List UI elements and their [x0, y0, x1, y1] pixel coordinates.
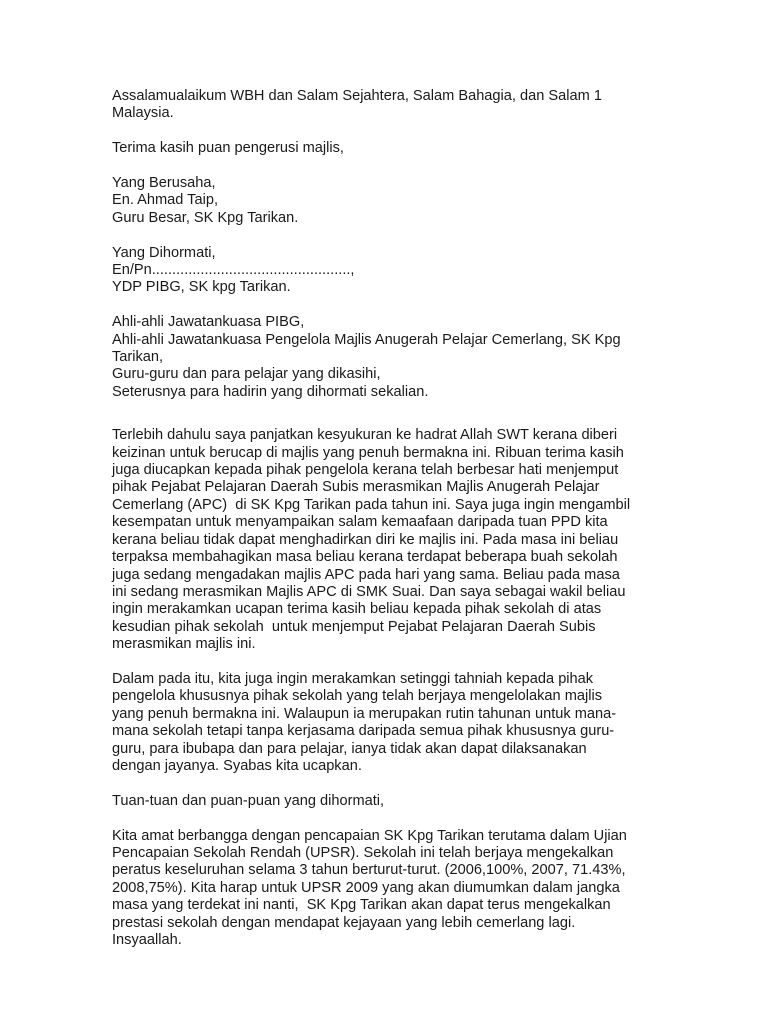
address-line: Tuan-tuan dan puan-puan yang dihormati, — [112, 792, 385, 809]
pibg-chair-block — [112, 245, 672, 297]
paragraph-achievement — [112, 828, 672, 950]
headmaster-line: En. Ahmad Taip, — [112, 192, 219, 209]
paragraph-line: yang penuh bermakna ini. Walaupun ia merupakan rutin tahunan untuk mana- — [112, 705, 617, 722]
paragraph-line: Cemerlang (APC) di SK Kpg Tarikan pada tahun ini. Saya juga ingin mengambil — [112, 496, 631, 513]
paragraph-line: Dalam pada itu, kita juga ingin merakamkan setinggi tahniah kepada pihak — [112, 670, 594, 687]
paragraph-line: keizinan untuk berucap di majlis yang penuh bermakna ini. Ribuan terima kasih — [112, 444, 624, 461]
paragraph-line: mana sekolah tetapi tanpa kerjasama daripada semua pihak khususnya guru- — [112, 723, 615, 740]
paragraph-opening — [112, 427, 672, 653]
headmaster-block — [112, 175, 672, 227]
paragraph-line: merasmikan majlis ini. — [112, 636, 256, 653]
paragraph-line: peratus keseluruhan selama 3 tahun berturut-turut. (2006,100%, 2007, 71.43%, — [112, 862, 626, 879]
audience-block — [112, 314, 672, 401]
paragraph-line: ingin merakamkan ucapan terima kasih beliau kepada pihak sekolah di atas — [112, 601, 602, 618]
paragraph-line: kesudian pihak sekolah untuk menjemput Pejabat Pelajaran Daerah Subis — [112, 618, 596, 635]
paragraph-line: pihak Pejabat Pelajaran Daerah Subis merasmikan Majlis Anugerah Pelajar — [112, 479, 600, 496]
thanks-chair-block — [112, 140, 672, 157]
paragraph-line: Pencapaian Sekolah Rendah (UPSR). Sekolah ini telah berjaya mengekalkan — [112, 844, 614, 861]
paragraph-line: pengelola khususnya pihak sekolah yang telah berjaya mengelolakan majlis — [112, 688, 603, 705]
audience-line: Seterusnya para hadirin yang dihormati sekalian. — [112, 383, 429, 400]
paragraph-congratulations — [112, 671, 672, 775]
audience-line: Ahli-ahli Jawatankuasa PIBG, — [112, 314, 305, 331]
paragraph-line: dengan jayanya. Syabas kita ucapkan. — [112, 757, 362, 774]
pibg-chair-line: YDP PIBG, SK kpg Tarikan. — [112, 279, 291, 296]
headmaster-line: Guru Besar, SK Kpg Tarikan. — [112, 209, 299, 226]
pibg-chair-line: En/Pn................................................., — [112, 262, 355, 279]
address-block — [112, 793, 672, 810]
greeting-line: Malaysia. — [112, 105, 174, 122]
paragraph-line: kesempatan untuk menyampaikan salam kemaafaan daripada tuan PPD kita — [112, 514, 608, 531]
paragraph-line: Insyaallah. — [112, 931, 182, 948]
pibg-chair-line: Yang Dihormati, — [112, 244, 216, 261]
speech-document — [112, 88, 672, 967]
audience-line: Guru-guru dan para pelajar yang dikasihi, — [112, 366, 381, 383]
paragraph-line: kerana beliau tidak dapat menghadirkan diri ke majlis ini. Pada masa ini beliau — [112, 531, 619, 548]
audience-line: Tarikan, — [112, 349, 164, 366]
paragraph-line: Terlebih dahulu saya panjatkan kesyukuran ke hadrat Allah SWT kerana diberi — [112, 427, 618, 444]
paragraph-line: juga diucapkan kepada pihak pengelola kerana telah berbesar hati menjemput — [112, 462, 619, 479]
paragraph-line: guru, para ibubapa dan para pelajar, ianya tidak akan dapat dilaksanakan — [112, 740, 587, 757]
paragraph-line: ini sedang merasmikan Majlis APC di SMK Suai. Dan saya sebagai wakil beliau — [112, 583, 626, 600]
greeting-line: Assalamualaikum WBH dan Salam Sejahtera, Salam Bahagia, dan Salam 1 — [112, 88, 602, 104]
thanks-chair-line: Terima kasih puan pengerusi majlis, — [112, 140, 344, 157]
paragraph-line: prestasi sekolah dengan mendapat kejayaan yang lebih cemerlang lagi. — [112, 914, 576, 931]
paragraph-line: masa yang terdekat ini nanti, SK Kpg Tarikan akan dapat terus mengekalkan — [112, 897, 611, 914]
audience-line: Ahli-ahli Jawatankuasa Pengelola Majlis Anugerah Pelajar Cemerlang, SK Kpg — [112, 331, 621, 348]
paragraph-line: juga sedang mengadakan majlis APC pada hari yang sama. Beliau pada masa — [112, 566, 620, 583]
greeting-block — [112, 88, 672, 123]
headmaster-line: Yang Berusaha, — [112, 175, 216, 191]
paragraph-line: Kita amat berbangga dengan pencapaian SK Kpg Tarikan terutama dalam Ujian — [112, 827, 627, 844]
paragraph-line: terpaksa membahagikan masa beliau kerana terdapat beberapa buah sekolah — [112, 549, 618, 566]
paragraph-line: 2008,75%). Kita harap untuk UPSR 2009 yang akan diumumkan dalam jangka — [112, 879, 620, 896]
